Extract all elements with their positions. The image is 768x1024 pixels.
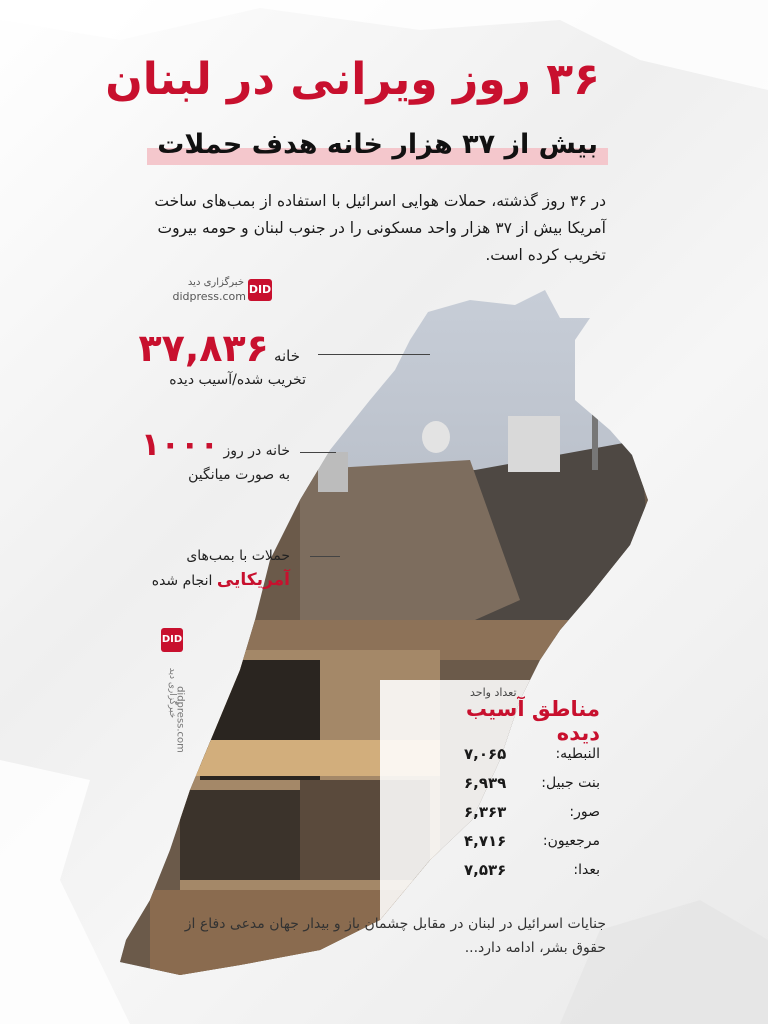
region-name: النبطیه: xyxy=(555,746,600,762)
stat-daily-unit: خانه در روز xyxy=(223,443,290,459)
intro-paragraph: در ۳۶ روز گذشته، حملات هوایی اسرائیل با استفاده از بمب‌های ساخت آمریکا بیش از ۳۷ هزار واحد مسکونی را در جنوب لبنان و حومه بیروت تخریب کرده است. xyxy=(154,192,606,264)
stat-destroyed-value: ۳۷,۸۳۶ xyxy=(138,326,269,370)
stat-daily-value: ۱۰۰۰ xyxy=(140,425,220,463)
regions-header xyxy=(440,686,600,745)
page-title: ۳۶ روز ویرانی در لبنان xyxy=(105,54,600,105)
logo-site: didpress.com xyxy=(172,290,246,303)
logo-name-fa: خبرگزاری دید xyxy=(187,277,244,288)
region-value: ۶,۳۶۳ xyxy=(464,803,507,821)
did-watermark-icon: DID xyxy=(161,628,183,652)
region-value: ۷,۵۳۶ xyxy=(464,861,507,879)
stat-destroyed-homes xyxy=(106,326,306,388)
page-subtitle: بیش از ۳۷ هزار خانه هدف حملات xyxy=(147,125,608,165)
stat3-leader-line xyxy=(310,556,340,557)
region-name: صور: xyxy=(569,804,600,820)
watermark-name-fa: خبرگزاری دید xyxy=(167,667,177,719)
regions-heading: مناطق آسیب دیده xyxy=(465,697,600,745)
region-value: ۶,۹۳۹ xyxy=(464,774,507,792)
stat-bombs-highlight: آمریکایی xyxy=(216,570,290,590)
stat-american-bombs xyxy=(90,544,290,593)
vertical-watermark-logo xyxy=(158,628,188,758)
stat2-leader-line xyxy=(300,452,336,453)
stat-destroyed-unit: خانه xyxy=(273,347,300,365)
stat1-leader-line xyxy=(318,354,430,355)
region-name: بنت جبیل: xyxy=(541,775,600,791)
regions-list xyxy=(440,740,600,885)
watermark-site: didpress.com xyxy=(174,686,186,753)
stat-daily-desc: به صورت میانگین xyxy=(188,467,290,483)
stat-bombs-line1: حملات با بمب‌های xyxy=(186,548,290,564)
region-value: ۴,۷۱۶ xyxy=(464,832,507,850)
region-row xyxy=(440,740,600,769)
region-row xyxy=(440,827,600,856)
stat-destroyed-desc: تخریب شده/آسیب دیده xyxy=(169,372,306,388)
region-name: مرجعیون: xyxy=(542,833,600,849)
region-row xyxy=(440,769,600,798)
region-row xyxy=(440,856,600,885)
closing-paragraph: جنایات اسرائیل در لبنان در مقابل چشمان باز و بیدار جهان مدعی دفاع از حقوق بشر، ادامه دارد... xyxy=(184,916,606,956)
stat-bombs-line2: انجام شده xyxy=(151,573,213,589)
stat-daily-average xyxy=(90,425,290,487)
regions-unit-label: تعداد واحد xyxy=(470,686,517,699)
did-logo-icon: DID xyxy=(248,279,272,301)
region-row xyxy=(440,798,600,827)
region-value: ۷,۰۶۵ xyxy=(464,745,507,763)
region-name: بعدا: xyxy=(573,862,600,878)
